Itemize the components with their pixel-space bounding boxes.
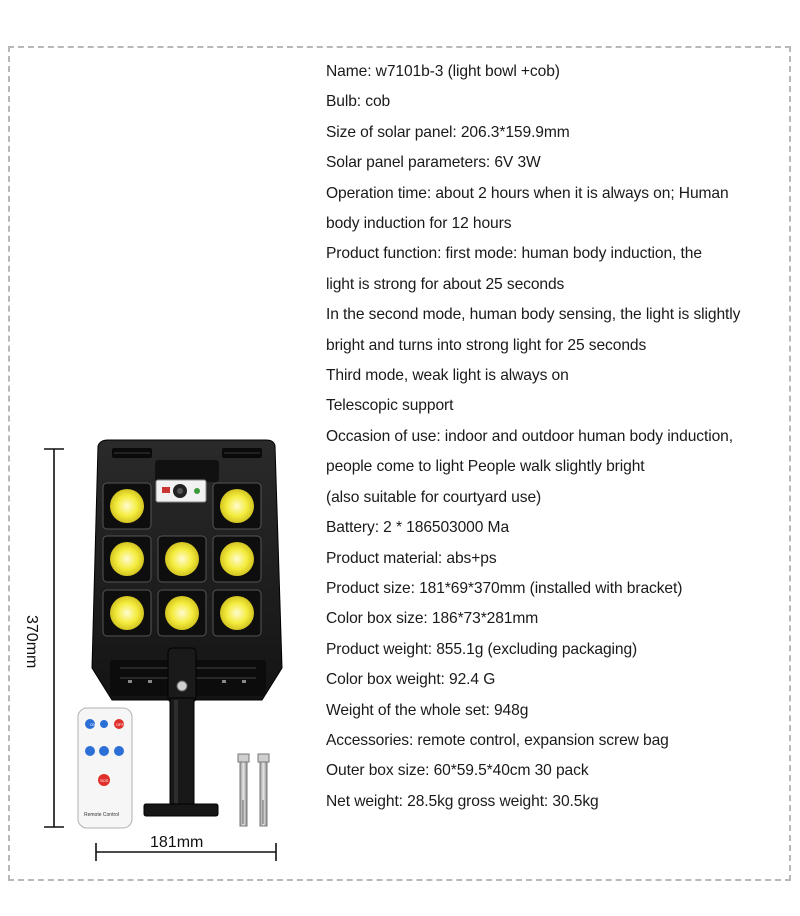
spec-line: light is strong for about 25 seconds (326, 275, 565, 293)
spec-line: Telescopic support (326, 397, 454, 415)
spec-line: In the second mode, human body sensing, the light is slightly (326, 306, 741, 324)
spec-line: Color box size: 186*73*281mm (326, 610, 539, 628)
spec-line: Color box weight: 92.4 G (326, 671, 496, 689)
spec-line: (also suitable for courtyard use) (326, 488, 542, 506)
spec-line: Solar panel parameters: 6V 3W (326, 154, 541, 172)
spec-line: Weight of the whole set: 948g (326, 701, 529, 719)
product-figure (0, 0, 320, 911)
spec-line: Size of solar panel: 206.3*159.9mm (326, 123, 570, 141)
led-cell (213, 536, 261, 582)
spec-line: Accessories: remote control, expansion screw bag (326, 731, 669, 749)
led-cell (103, 590, 151, 636)
led-cell (158, 536, 206, 582)
remote-off-label: OFF (116, 722, 124, 727)
spec-line: Product material: abs+ps (326, 549, 497, 567)
led-cell (213, 483, 261, 529)
spec-line: people come to light People walk slightly bright (326, 458, 645, 476)
led-cell (213, 590, 261, 636)
height-dimension (44, 449, 64, 827)
remote-on-label: ON (90, 722, 96, 727)
expansion-screws (238, 754, 269, 826)
spec-line: Product weight: 855.1g (excluding packaging) (326, 640, 638, 658)
spec-line: Product size: 181*69*370mm (installed with bracket) (326, 579, 683, 597)
spec-line: Occasion of use: indoor and outdoor human body induction, (326, 427, 733, 445)
spec-line: Bulb: cob (326, 93, 391, 111)
spec-line: Battery: 2 * 186503000 Ma (326, 519, 510, 537)
spec-line: body induction for 12 hours (326, 215, 512, 233)
remote-label: Remote Control (84, 812, 120, 818)
led-cell (158, 590, 206, 636)
spec-list (326, 57, 796, 817)
spec-line: Name: w7101b-3 (light bowl +cob) (326, 63, 560, 80)
height-dimension-label: 370mm (23, 615, 40, 669)
spec-line: Outer box size: 60*59.5*40cm 30 pack (326, 762, 589, 780)
product-illustration (0, 0, 320, 911)
remote-sos-label: SOS (100, 778, 109, 783)
spec-line: Operation time: about 2 hours when it is always on; Human (326, 184, 729, 202)
width-dimension-label: 181mm (150, 834, 204, 851)
spec-line: Product function: first mode: human body induction, the (326, 245, 702, 263)
spec-line: Third mode, weak light is always on (326, 367, 569, 385)
spec-line: bright and turns into strong light for 25 seconds (326, 336, 647, 354)
led-cell (103, 483, 151, 529)
led-cell (103, 536, 151, 582)
spec-line: Net weight: 28.5kg gross weight: 30.5kg (326, 792, 599, 810)
